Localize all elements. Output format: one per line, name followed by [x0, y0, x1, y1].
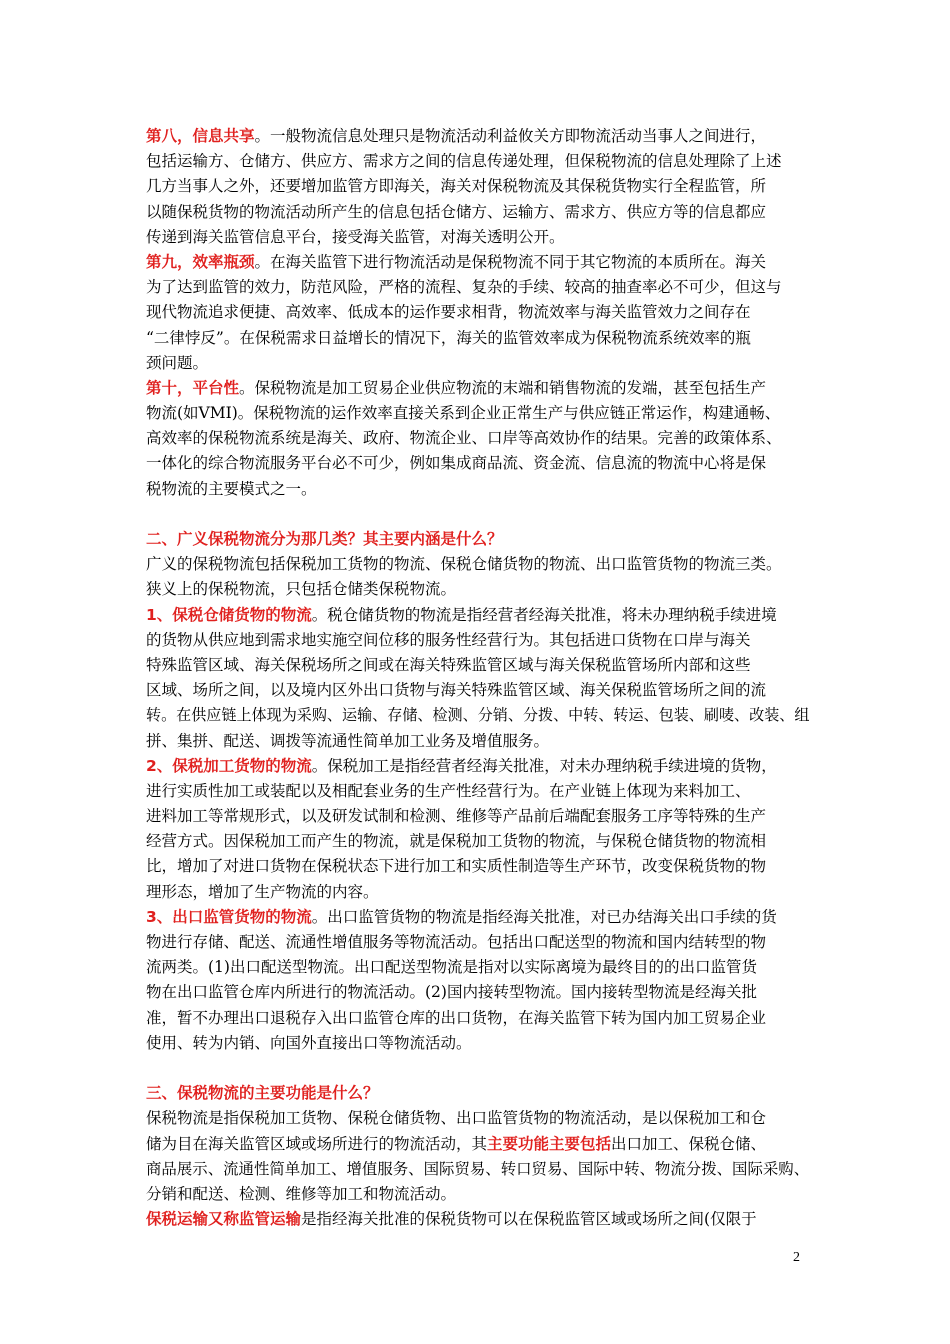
body-text: 比，增加了对进口货物在保税状态下进行加工和实质性制造等生产环节，改变保税货物的物	[146, 857, 767, 876]
paragraph	[146, 124, 812, 250]
body-text: “二律悖反”。在保税需求日益增长的情况下，海关的监管效率成为保税物流系统效率的瓶	[146, 328, 751, 347]
text-line	[146, 1207, 812, 1232]
body-text: 转。在供应链上体现为采购、运输、存储、检测、分销、分拨、中转、转运、包装、刷唛、改装、组	[146, 706, 810, 725]
text-line	[146, 1006, 812, 1031]
highlight-term: 第十，平台性	[146, 378, 240, 397]
text-line	[146, 880, 812, 905]
body-text: 。出口监管货物的物流是指经海关批准，对已办结海关出口手续的货	[311, 907, 777, 926]
text-line	[146, 1132, 812, 1157]
body-text: 理形态，增加了生产物流的内容。	[146, 882, 379, 901]
text-line	[146, 653, 812, 678]
text-line	[146, 754, 812, 779]
body-text: 税物流的主要模式之一。	[146, 479, 317, 498]
body-text: 的货物从供应地到需求地实施空间位移的服务性经营行为。其包括进口货物在口岸与海关	[146, 630, 751, 649]
text-line	[146, 1182, 812, 1207]
body-text: 准，暂不办理出口退税存入出口监管仓库的出口货物，在海关监管下转为国内加工贸易企业	[146, 1008, 767, 1027]
body-text: 储为目在海关监管区域或场所进行的物流活动，其	[146, 1134, 488, 1153]
text-line	[146, 1157, 812, 1182]
text-line	[146, 200, 812, 225]
body-text: 为了达到监管的效力，防范风险，严格的流程、复杂的手续、较高的抽查率必不可少，但这与	[146, 278, 782, 297]
blank-line	[146, 1056, 812, 1081]
text-line	[146, 174, 812, 199]
text-line	[146, 603, 812, 628]
paragraph	[146, 754, 812, 905]
paragraph	[146, 527, 812, 603]
body-text: 传递到海关监管信息平台，接受海关监管，对海关透明公开。	[146, 227, 565, 246]
text-line	[146, 124, 812, 149]
body-text: 。保税物流是加工贸易企业供应物流的末端和销售物流的发端，甚至包括生产	[239, 378, 767, 397]
highlight-term: 2、保税加工货物的物流	[146, 756, 312, 775]
body-text: 出口加工、保税仓储、	[611, 1134, 767, 1153]
text-line	[146, 300, 812, 325]
text-line	[146, 779, 812, 804]
body-text: 以随保税货物的物流活动所产生的信息包括仓储方、运输方、需求方、供应方等的信息都应	[146, 202, 767, 221]
body-text: 保税物流是指保税加工货物、保税仓储货物、出口监管货物的物流活动，是以保税加工和仓	[146, 1109, 767, 1128]
paragraph	[146, 603, 812, 754]
text-line	[146, 1106, 812, 1131]
text-line	[146, 225, 812, 250]
text-line	[146, 1081, 812, 1106]
blank-line	[146, 502, 812, 527]
body-text: 商品展示、流通性简单加工、增值服务、国际贸易、转口贸易、国际中转、物流分拨、国际采购、	[146, 1159, 810, 1178]
text-line	[146, 376, 812, 401]
body-text: 进料加工等常规形式，以及研发试制和检测、维修等产品前后端配套服务工序等特殊的生产	[146, 807, 767, 826]
body-text: 物在出口监管仓库内所进行的物流活动。(2)国内接转型物流。国内接转型物流是经海关批	[146, 983, 757, 1002]
paragraph	[146, 1207, 812, 1232]
text-line	[146, 250, 812, 275]
body-text: 进行实质性加工或装配以及相配套业务的生产性经营行为。在产业链上体现为来料加工、	[146, 781, 751, 800]
highlight-term: 保税运输又称监管运输	[146, 1210, 302, 1229]
body-text: 拼、集拼、配送、调拨等流通性简单加工业务及增值服务。	[146, 731, 550, 750]
text-line	[146, 703, 812, 728]
text-line	[146, 905, 812, 930]
paragraph	[146, 250, 812, 376]
text-line	[146, 451, 812, 476]
text-line	[146, 678, 812, 703]
text-line	[146, 326, 812, 351]
text-line	[146, 628, 812, 653]
body-text: 。保税加工是指经营者经海关批准，对未办理纳税手续进境的货物，	[311, 756, 777, 775]
body-text: 包括运输方、仓储方、供应方、需求方之间的信息传递处理，但保税物流的信息处理除了上述	[146, 152, 782, 171]
document-body	[146, 124, 812, 1232]
text-line	[146, 829, 812, 854]
body-text: 几方当事人之外，还要增加监管方即海关，海关对保税物流及其保税货物实行全程监管，所	[146, 177, 767, 196]
text-line	[146, 149, 812, 174]
body-text: 广义的保税物流包括保税加工货物的物流、保税仓储货物的物流、出口监管货物的物流三类。	[146, 555, 782, 574]
highlight-term: 第九，效率瓶颈	[146, 252, 255, 271]
text-line	[146, 426, 812, 451]
body-text: 。在海关监管下进行物流活动是保税物流不同于其它物流的本质所在。海关	[254, 252, 767, 271]
body-text: 流两类。(1)出口配送型物流。出口配送型物流是指对以实际离境为最终目的的出口监管货	[146, 958, 757, 977]
paragraph	[146, 1081, 812, 1207]
body-text: 。一般物流信息处理只是物流活动利益攸关方即物流活动当事人之间进行，	[254, 127, 767, 145]
text-line	[146, 275, 812, 300]
paragraph	[146, 376, 812, 502]
text-line	[146, 930, 812, 955]
text-line	[146, 401, 812, 426]
text-line	[146, 477, 812, 502]
text-line	[146, 955, 812, 980]
text-line	[146, 980, 812, 1005]
section-heading: 二、广义保税物流分为那几类？其主要内涵是什么？	[146, 530, 503, 548]
body-text: 使用、转为内销、向国外直接出口等物流活动。	[146, 1033, 472, 1052]
page-number: 2	[793, 1250, 800, 1265]
body-text: 是指经海关批准的保税货物可以在保税监管区域或场所之间(仅限于	[301, 1210, 757, 1229]
section-heading: 三、保税物流的主要功能是什么？	[146, 1084, 379, 1103]
text-line	[146, 729, 812, 754]
text-line	[146, 577, 812, 602]
highlight-term: 主要功能主要包括	[487, 1134, 612, 1153]
text-line	[146, 527, 812, 552]
highlight-term: 3、出口监管货物的物流	[146, 907, 312, 926]
body-text: 物流(如VMI)。保税物流的运作效率直接关系到企业正常生产与供应链正常运作，构建通畅、	[146, 404, 781, 423]
paragraph	[146, 905, 812, 1056]
body-text: 分销和配送、检测、维修等加工和物流活动。	[146, 1184, 457, 1203]
body-text: 。税仓储货物的物流是指经营者经海关批准，将未办理纳税手续进境	[311, 605, 777, 624]
highlight-term: 1、保税仓储货物的物流	[146, 605, 312, 624]
body-text: 物进行存储、配送、流通性增值服务等物流活动。包括出口配送型的物流和国内结转型的物	[146, 933, 767, 951]
body-text: 特殊监管区域、海关保税场所之间或在海关特殊监管区域与海关保税监管场所内部和这些	[146, 655, 751, 674]
text-line	[146, 804, 812, 829]
text-line	[146, 351, 812, 376]
highlight-term: 第八，信息共享	[146, 127, 255, 145]
body-text: 狭义上的保税物流，只包括仓储类保税物流。	[146, 580, 457, 599]
body-text: 区域、场所之间，以及境内区外出口货物与海关特殊监管区域、海关保税监管场所之间的流	[146, 681, 767, 700]
body-text: 一体化的综合物流服务平台必不可少，例如集成商品流、资金流、信息流的物流中心将是保	[146, 454, 767, 473]
body-text: 现代物流追求便捷、高效率、低成本的运作要求相背，物流效率与海关监管效力之间存在	[146, 303, 751, 322]
text-line	[146, 854, 812, 879]
text-line	[146, 1031, 812, 1056]
body-text: 高效率的保税物流系统是海关、政府、物流企业、口岸等高效协作的结果。完善的政策体系、	[146, 429, 782, 448]
text-line	[146, 552, 812, 577]
body-text: 经营方式。因保税加工而产生的物流，就是保税加工货物的物流，与保税仓储货物的物流相	[146, 832, 767, 851]
body-text: 颈问题。	[146, 353, 209, 372]
